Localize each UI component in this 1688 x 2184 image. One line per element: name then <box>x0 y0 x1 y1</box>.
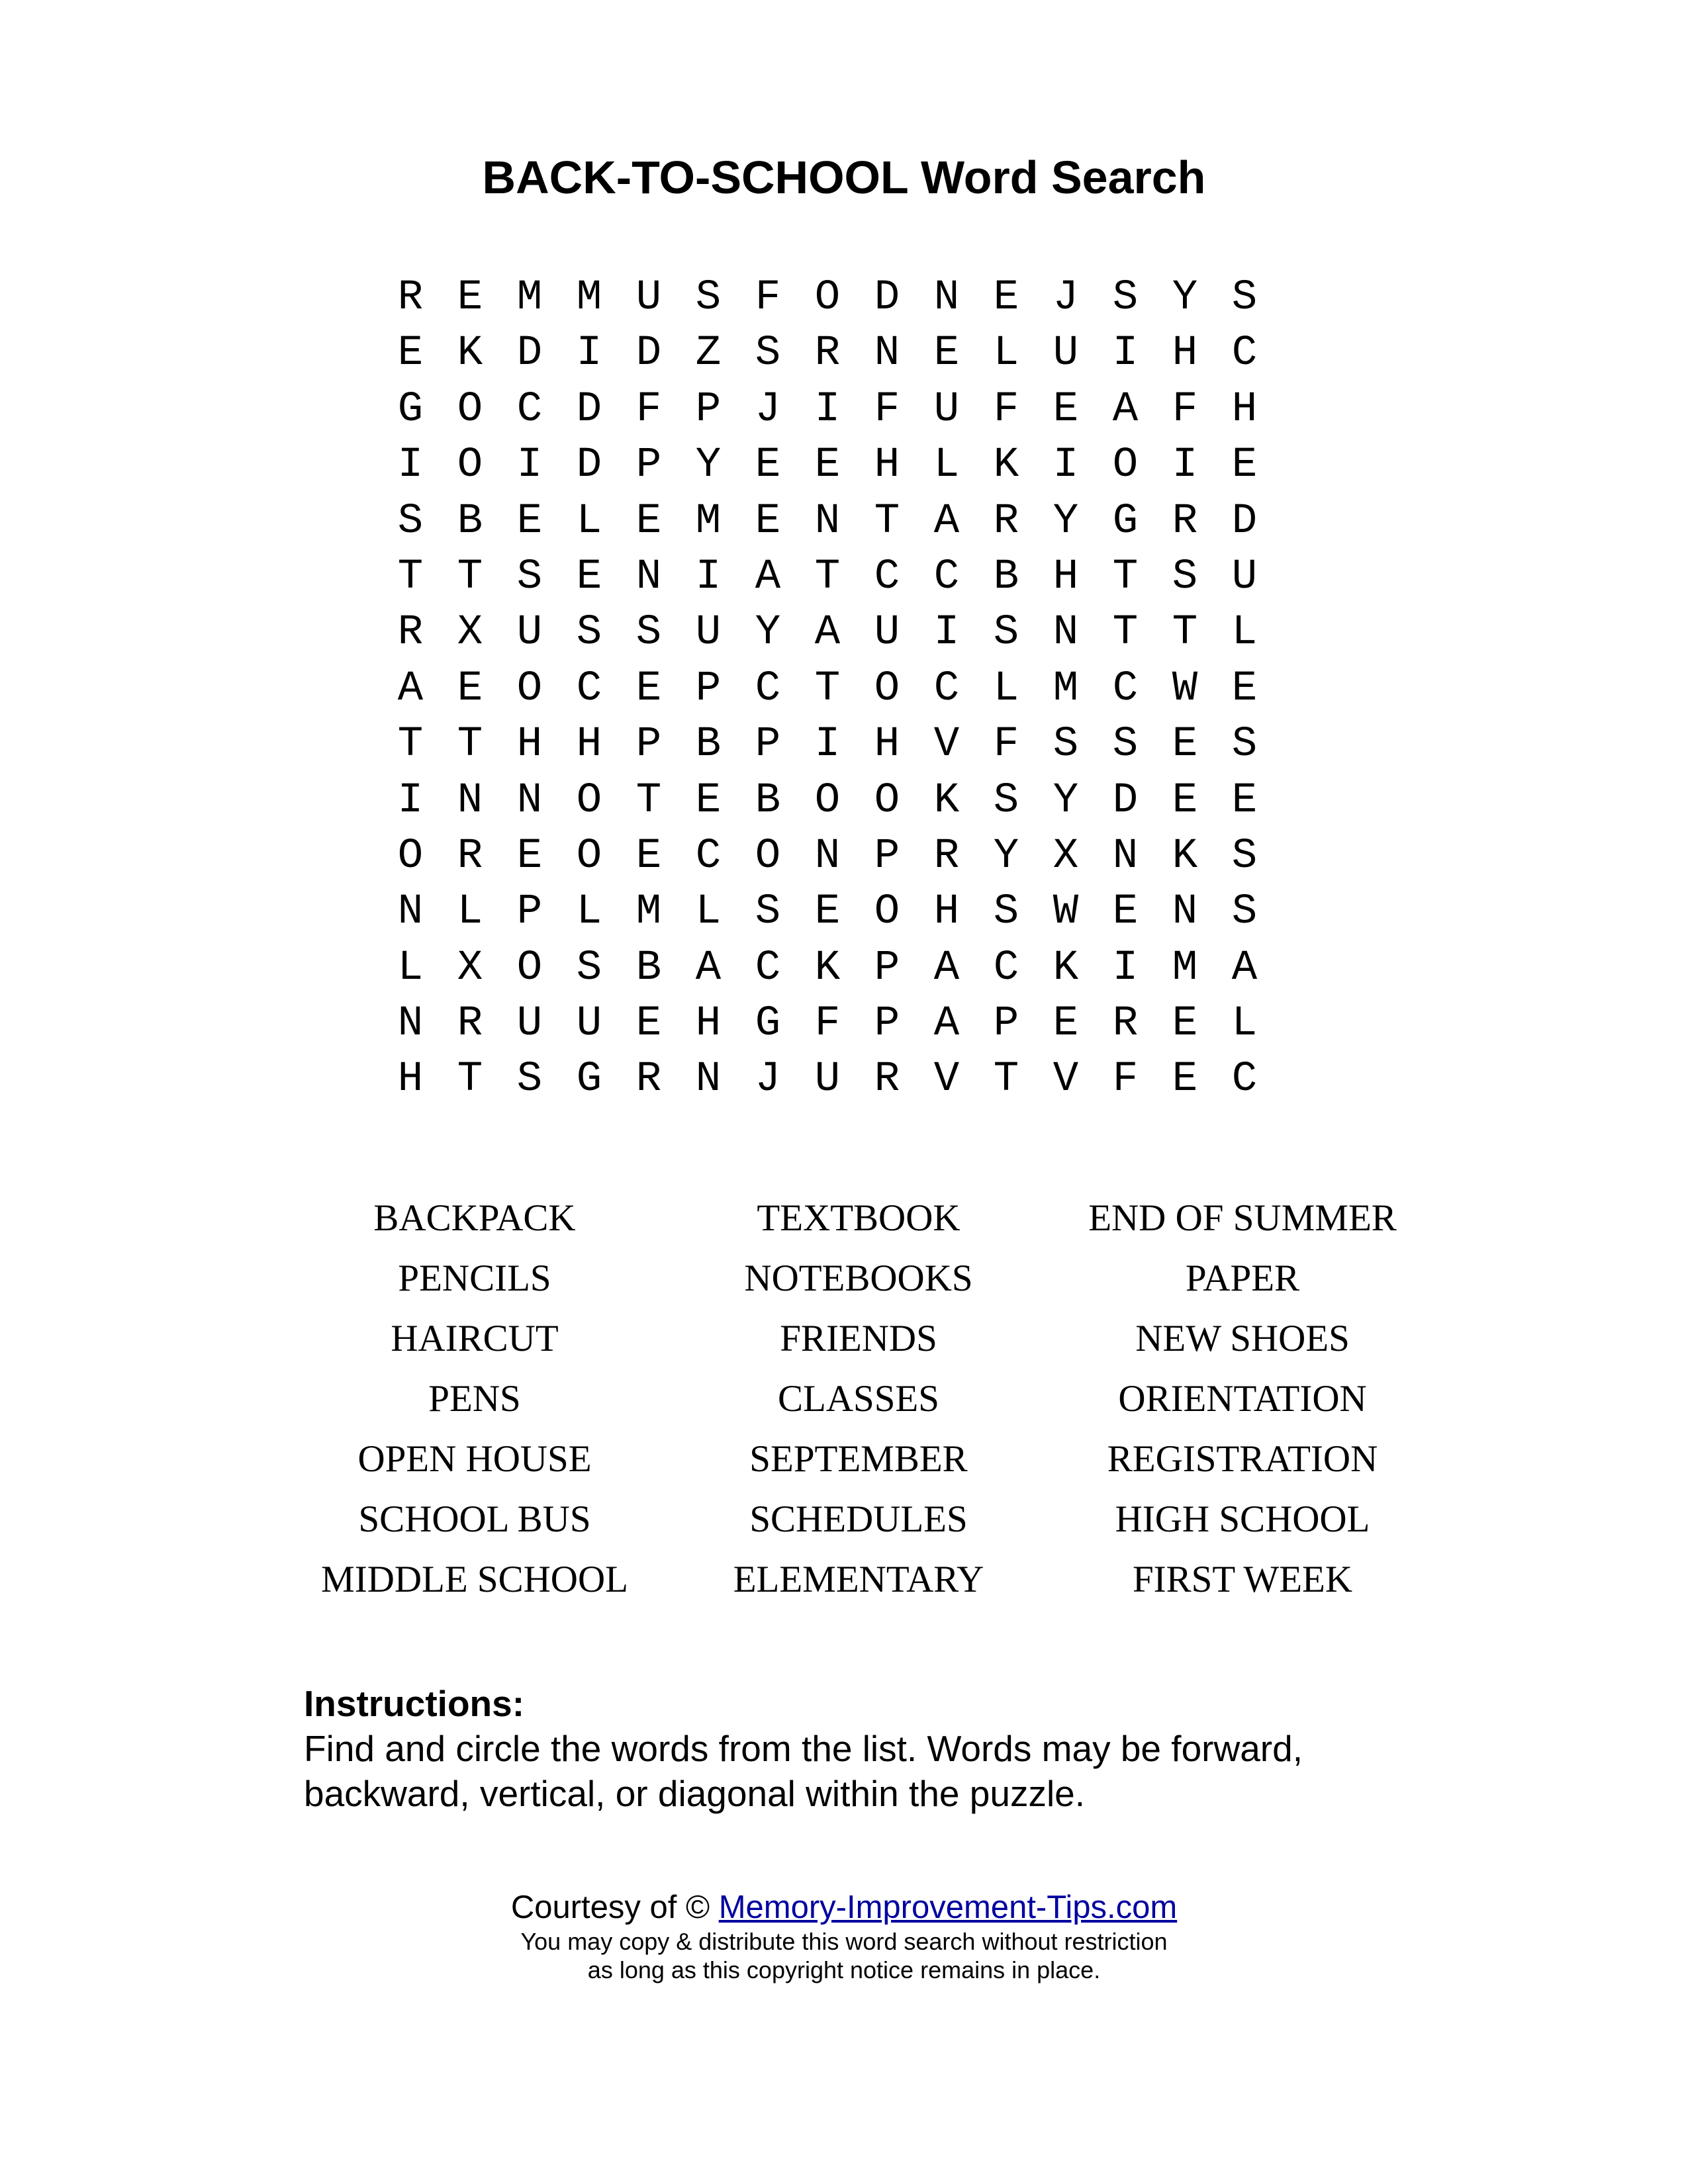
grid-letter: N <box>516 776 543 825</box>
grid-letter: P <box>695 664 722 713</box>
word-list-item: NOTEBOOKS <box>744 1257 973 1299</box>
grid-letter: A <box>933 497 960 545</box>
grid-letter: T <box>814 664 841 713</box>
grid-letter: D <box>635 330 662 378</box>
grid-letter: T <box>397 553 424 601</box>
grid-letter: O <box>576 776 602 825</box>
grid-letter: N <box>397 888 424 936</box>
grid-letter: O <box>1112 441 1139 490</box>
grid-letter: N <box>397 1000 424 1048</box>
grid-letter: E <box>457 664 483 713</box>
grid-letter: Y <box>993 832 1019 880</box>
grid-letter: P <box>516 888 543 936</box>
word-list <box>283 1188 1434 1610</box>
word-list-item: END OF SUMMER <box>1088 1197 1397 1239</box>
grid-letter: I <box>933 609 960 657</box>
grid-letter: N <box>874 330 900 378</box>
grid-letter: M <box>1172 944 1198 992</box>
grid-letter: E <box>1231 776 1258 825</box>
letter-grid <box>381 270 1274 1108</box>
grid-letter: M <box>1053 664 1079 713</box>
grid-letter: F <box>814 1000 841 1048</box>
grid-letter: V <box>933 1056 960 1104</box>
grid-letter: O <box>457 441 483 490</box>
grid-letter: J <box>755 385 781 433</box>
grid-letter: M <box>576 274 602 322</box>
grid-letter: C <box>576 664 602 713</box>
grid-letter: G <box>397 385 424 433</box>
grid-letter: S <box>755 330 781 378</box>
grid-letter: F <box>993 721 1019 769</box>
grid-letter: W <box>1053 888 1079 936</box>
grid-letter: S <box>1231 888 1258 936</box>
grid-letter: L <box>993 330 1019 378</box>
grid-letter: S <box>635 609 662 657</box>
grid-letter: R <box>397 609 424 657</box>
grid-letter: C <box>755 664 781 713</box>
grid-letter: E <box>516 497 543 545</box>
word-list-item: PENS <box>428 1378 521 1420</box>
grid-letter: I <box>814 721 841 769</box>
grid-letter: W <box>1172 664 1198 713</box>
grid-letter: I <box>397 441 424 490</box>
grid-letter: O <box>576 832 602 880</box>
grid-letter: K <box>933 776 960 825</box>
grid-letter: E <box>1172 1056 1198 1104</box>
grid-letter: T <box>397 721 424 769</box>
grid-letter: V <box>1053 1056 1079 1104</box>
grid-letter: S <box>397 497 424 545</box>
grid-letter: T <box>1112 609 1139 657</box>
grid-letter: P <box>874 1000 900 1048</box>
grid-letter: U <box>516 609 543 657</box>
grid-letter: P <box>874 944 900 992</box>
grid-letter: J <box>755 1056 781 1104</box>
grid-letter: N <box>933 274 960 322</box>
grid-letter: T <box>1112 553 1139 601</box>
grid-letter: O <box>397 832 424 880</box>
grid-letter: Y <box>1172 274 1198 322</box>
grid-letter: L <box>397 944 424 992</box>
grid-letter: F <box>993 385 1019 433</box>
grid-letter: X <box>457 609 483 657</box>
grid-letter: S <box>1053 721 1079 769</box>
grid-letter: S <box>993 776 1019 825</box>
grid-letter: D <box>576 385 602 433</box>
grid-letter: E <box>457 274 483 322</box>
grid-letter: N <box>1112 832 1139 880</box>
grid-letter: I <box>397 776 424 825</box>
grid-letter: I <box>1172 441 1198 490</box>
grid-letter: H <box>695 1000 722 1048</box>
grid-letter: E <box>1172 721 1198 769</box>
instructions-section <box>304 1681 1429 1816</box>
grid-letter: I <box>1112 944 1139 992</box>
grid-letter: S <box>1231 274 1258 322</box>
grid-letter: D <box>1112 776 1139 825</box>
grid-letter: A <box>755 553 781 601</box>
grid-letter: Y <box>1053 497 1079 545</box>
grid-letter: C <box>993 944 1019 992</box>
grid-letter: B <box>457 497 483 545</box>
grid-letter: T <box>457 553 483 601</box>
grid-letter: Y <box>1053 776 1079 825</box>
grid-letter: O <box>755 832 781 880</box>
grid-letter: M <box>635 888 662 936</box>
grid-letter: C <box>695 832 722 880</box>
grid-letter: S <box>1172 553 1198 601</box>
grid-letter: J <box>1053 274 1079 322</box>
grid-letter: B <box>993 553 1019 601</box>
word-list-item: BACKPACK <box>373 1197 576 1239</box>
copyright-notice-line-2: as long as this copyright notice remains in place. <box>587 1956 1101 1983</box>
grid-letter: L <box>993 664 1019 713</box>
word-list-item: MIDDLE SCHOOL <box>321 1559 628 1600</box>
grid-letter: C <box>755 944 781 992</box>
grid-letter: D <box>1231 497 1258 545</box>
word-list-item: ORIENTATION <box>1118 1378 1367 1420</box>
grid-letter: D <box>516 330 543 378</box>
grid-letter: O <box>874 664 900 713</box>
grid-letter: N <box>457 776 483 825</box>
grid-letter: O <box>814 274 841 322</box>
grid-letter: A <box>397 664 424 713</box>
grid-letter: A <box>814 609 841 657</box>
word-list-item: ELEMENTARY <box>733 1559 984 1600</box>
grid-letter: F <box>635 385 662 433</box>
copyright-notice-line-1: You may copy & distribute this word search without restriction <box>520 1928 1168 1955</box>
grid-letter: X <box>457 944 483 992</box>
grid-letter: R <box>814 330 841 378</box>
grid-letter: S <box>1112 721 1139 769</box>
grid-letter: H <box>1053 553 1079 601</box>
grid-letter: S <box>1231 721 1258 769</box>
grid-letter: R <box>933 832 960 880</box>
grid-letter: T <box>993 1056 1019 1104</box>
grid-letter: E <box>755 497 781 545</box>
grid-letter: O <box>516 944 543 992</box>
grid-letter: I <box>1112 330 1139 378</box>
grid-letter: E <box>755 441 781 490</box>
grid-letter: K <box>993 441 1019 490</box>
footer <box>0 1888 1688 1984</box>
grid-letter: C <box>874 553 900 601</box>
grid-letter: Y <box>755 609 781 657</box>
grid-letter: N <box>1172 888 1198 936</box>
word-list-item: SEPTEMBER <box>749 1438 968 1480</box>
grid-letter: L <box>576 497 602 545</box>
word-list-item: SCHEDULES <box>749 1498 968 1540</box>
grid-letter: S <box>755 888 781 936</box>
grid-letter: I <box>814 385 841 433</box>
grid-letter: A <box>933 1000 960 1048</box>
grid-letter: S <box>516 553 543 601</box>
grid-letter: F <box>874 385 900 433</box>
grid-letter: S <box>576 944 602 992</box>
grid-letter: E <box>635 497 662 545</box>
grid-letter: D <box>874 274 900 322</box>
grid-letter: O <box>874 888 900 936</box>
grid-letter: E <box>635 832 662 880</box>
grid-letter: R <box>993 497 1019 545</box>
grid-letter: O <box>516 664 543 713</box>
grid-letter: H <box>1172 330 1198 378</box>
grid-letter: H <box>397 1056 424 1104</box>
word-list-item: NEW SHOES <box>1135 1318 1350 1359</box>
grid-letter: E <box>814 888 841 936</box>
grid-letter: Z <box>695 330 722 378</box>
grid-letter: T <box>814 553 841 601</box>
word-list-item: HIGH SCHOOL <box>1115 1498 1370 1540</box>
grid-letter: L <box>576 888 602 936</box>
grid-letter: U <box>576 1000 602 1048</box>
grid-letter: S <box>576 609 602 657</box>
word-list-item: PENCILS <box>398 1257 551 1299</box>
grid-letter: E <box>1053 1000 1079 1048</box>
grid-letter: F <box>755 274 781 322</box>
grid-letter: N <box>814 832 841 880</box>
grid-letter: S <box>516 1056 543 1104</box>
grid-letter: C <box>933 664 960 713</box>
grid-letter: E <box>695 776 722 825</box>
grid-letter: G <box>755 1000 781 1048</box>
grid-letter: O <box>814 776 841 825</box>
grid-letter: U <box>1053 330 1079 378</box>
grid-letter: P <box>874 832 900 880</box>
grid-letter: L <box>457 888 483 936</box>
grid-letter: E <box>397 330 424 378</box>
grid-letter: R <box>1172 497 1198 545</box>
word-list-item: CLASSES <box>778 1378 939 1420</box>
grid-letter: S <box>993 888 1019 936</box>
word-list-item: FIRST WEEK <box>1132 1559 1352 1600</box>
source-link[interactable]: Memory-Improvement-Tips.com <box>718 1889 1178 1925</box>
grid-letter: U <box>874 609 900 657</box>
grid-letter: U <box>695 609 722 657</box>
grid-letter: P <box>635 441 662 490</box>
grid-letter: A <box>1231 944 1258 992</box>
courtesy-prefix: Courtesy of © <box>510 1889 710 1925</box>
grid-letter: E <box>1053 385 1079 433</box>
courtesy-line <box>0 1888 1688 1927</box>
grid-letter: Y <box>695 441 722 490</box>
grid-letter: I <box>1053 441 1079 490</box>
grid-letter: E <box>1172 1000 1198 1048</box>
grid-letter: L <box>1231 609 1258 657</box>
grid-letter: F <box>1112 1056 1139 1104</box>
grid-letter: H <box>516 721 543 769</box>
grid-letter: S <box>993 609 1019 657</box>
grid-letter: C <box>1231 330 1258 378</box>
grid-letter: E <box>933 330 960 378</box>
word-list-item: PAPER <box>1185 1257 1300 1299</box>
grid-letter: O <box>457 385 483 433</box>
word-list-item: HAIRCUT <box>391 1318 559 1359</box>
word-list-item: SCHOOL BUS <box>358 1498 591 1540</box>
grid-letter: T <box>874 497 900 545</box>
grid-letter: O <box>874 776 900 825</box>
grid-letter: C <box>516 385 543 433</box>
grid-letter: H <box>1231 385 1258 433</box>
grid-letter: E <box>1231 441 1258 490</box>
grid-letter: C <box>933 553 960 601</box>
grid-letter: N <box>635 553 662 601</box>
grid-letter: P <box>993 1000 1019 1048</box>
grid-letter: U <box>516 1000 543 1048</box>
grid-letter: R <box>874 1056 900 1104</box>
grid-letter: S <box>1112 274 1139 322</box>
grid-letter: S <box>695 274 722 322</box>
grid-letter: E <box>1231 664 1258 713</box>
grid-letter: R <box>1112 1000 1139 1048</box>
instructions-text: Find and circle the words from the list. Words may be forward, backward, vertical, or diagonal within the puzzle. <box>304 1728 1303 1814</box>
grid-letter: E <box>993 274 1019 322</box>
grid-letter: S <box>1231 832 1258 880</box>
instructions-heading: Instructions: <box>304 1683 525 1724</box>
grid-letter: E <box>635 664 662 713</box>
grid-letter: C <box>1112 664 1139 713</box>
grid-letter: C <box>1231 1056 1258 1104</box>
grid-letter: N <box>695 1056 722 1104</box>
grid-letter: T <box>457 1056 483 1104</box>
grid-letter: R <box>635 1056 662 1104</box>
grid-letter: D <box>576 441 602 490</box>
grid-letter: K <box>1172 832 1198 880</box>
grid-letter: M <box>516 274 543 322</box>
grid-letter: H <box>933 888 960 936</box>
word-list-item: FRIENDS <box>780 1318 937 1359</box>
word-list-item: REGISTRATION <box>1107 1438 1378 1480</box>
grid-letter: E <box>814 441 841 490</box>
grid-letter: B <box>635 944 662 992</box>
grid-letter: B <box>755 776 781 825</box>
grid-letter: U <box>635 274 662 322</box>
grid-letter: T <box>1172 609 1198 657</box>
grid-letter: E <box>576 553 602 601</box>
grid-letter: U <box>814 1056 841 1104</box>
grid-letter: E <box>1172 776 1198 825</box>
grid-letter: H <box>874 441 900 490</box>
grid-letter: M <box>695 497 722 545</box>
grid-letter: T <box>635 776 662 825</box>
grid-letter: U <box>933 385 960 433</box>
grid-letter: G <box>1112 497 1139 545</box>
word-list-item: TEXTBOOK <box>757 1197 961 1239</box>
grid-letter: K <box>1053 944 1079 992</box>
grid-letter: U <box>1231 553 1258 601</box>
grid-letter: E <box>1112 888 1139 936</box>
grid-letter: R <box>457 1000 483 1048</box>
grid-letter: L <box>695 888 722 936</box>
grid-letter: P <box>755 721 781 769</box>
grid-letter: R <box>397 274 424 322</box>
grid-letter: H <box>874 721 900 769</box>
grid-letter: E <box>516 832 543 880</box>
grid-letter: P <box>695 385 722 433</box>
grid-letter: I <box>576 330 602 378</box>
grid-letter: V <box>933 721 960 769</box>
grid-letter: I <box>695 553 722 601</box>
grid-letter: B <box>695 721 722 769</box>
grid-letter: E <box>635 1000 662 1048</box>
grid-letter: G <box>576 1056 602 1104</box>
grid-letter: X <box>1053 832 1079 880</box>
page-title: BACK-TO-SCHOOL Word Search <box>482 152 1206 203</box>
grid-letter: R <box>457 832 483 880</box>
grid-letter: T <box>457 721 483 769</box>
grid-letter: N <box>814 497 841 545</box>
grid-letter: H <box>576 721 602 769</box>
grid-letter: K <box>814 944 841 992</box>
grid-letter: L <box>1231 1000 1258 1048</box>
grid-letter: K <box>457 330 483 378</box>
grid-letter: A <box>933 944 960 992</box>
grid-letter: A <box>1112 385 1139 433</box>
grid-letter: L <box>933 441 960 490</box>
grid-letter: P <box>635 721 662 769</box>
grid-letter: A <box>695 944 722 992</box>
grid-letter: N <box>1053 609 1079 657</box>
grid-letter: F <box>1172 385 1198 433</box>
word-list-item: OPEN HOUSE <box>357 1438 592 1480</box>
grid-letter: I <box>516 441 543 490</box>
